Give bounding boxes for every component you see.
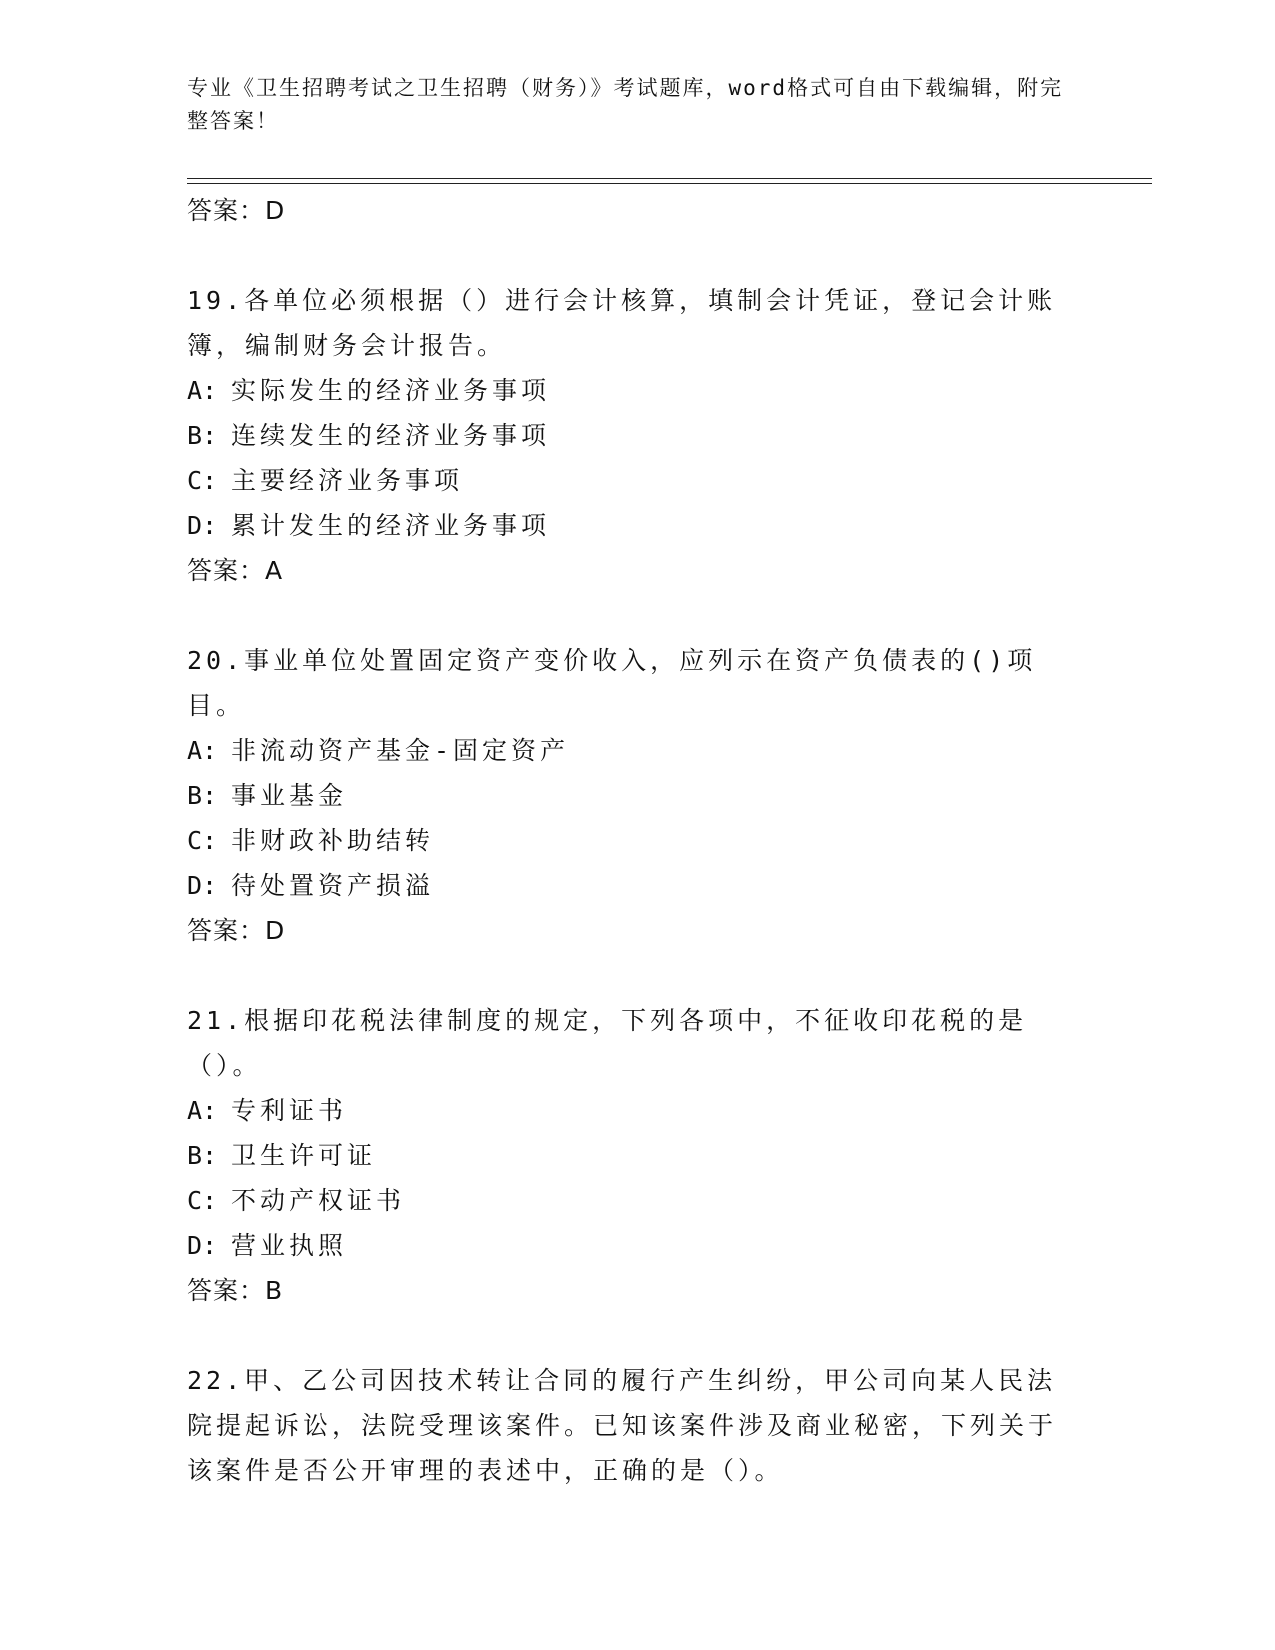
option-c <box>187 818 1087 863</box>
answer-value: B <box>265 1276 284 1305</box>
answer-line <box>187 548 1087 594</box>
question-text: 21.根据印花税法律制度的规定，下列各项中，不征收印花税的是（）。 <box>187 1006 1028 1080</box>
option-key: C: <box>187 466 218 495</box>
option-text: 营业执照 <box>231 1231 348 1260</box>
answer-label: 答案： <box>187 916 266 945</box>
answer-value: A <box>265 556 284 585</box>
option-text: 主要经济业务事项 <box>231 466 464 495</box>
answer-line <box>187 1268 1087 1314</box>
option-d <box>187 1223 1087 1268</box>
option-text: 连续发生的经济业务事项 <box>231 421 551 450</box>
option-text: 非流动资产基金-固定资产 <box>231 736 570 765</box>
option-text: 事业基金 <box>231 781 348 810</box>
option-text: 实际发生的经济业务事项 <box>231 376 551 405</box>
answer-line <box>187 908 1087 954</box>
option-key: B: <box>187 781 218 810</box>
option-key: B: <box>187 1141 218 1170</box>
option-b <box>187 1133 1087 1178</box>
header-divider <box>187 178 1152 179</box>
answer-value: D <box>265 916 286 945</box>
option-text: 待处置资产损溢 <box>231 871 435 900</box>
option-key: B: <box>187 421 218 450</box>
question-text: 20.事业单位处置固定资产变价收入，应列示在资产负债表的()项目。 <box>187 646 1037 720</box>
option-key: A: <box>187 1096 218 1125</box>
question-text: 22.甲、乙公司因技术转让合同的履行产生纠纷，甲公司向某人民法院提起诉讼，法院受理该案件。已知该案件涉及商业秘密，下列关于该案件是否公开审理的表述中，正确的是（）。 <box>187 1366 1058 1485</box>
option-text: 非财政补助结转 <box>231 826 435 855</box>
question-text: 19.各单位必须根据（）进行会计核算，填制会计凭证，登记会计账簿，编制财务会计报告。 <box>187 286 1057 360</box>
option-key: D: <box>187 871 218 900</box>
option-key: A: <box>187 376 218 405</box>
answer-label: 答案： <box>187 196 266 225</box>
option-c <box>187 458 1087 503</box>
answer-line <box>187 188 1087 234</box>
answer-value: D <box>265 196 286 225</box>
option-text: 卫生许可证 <box>231 1141 377 1170</box>
option-key: D: <box>187 511 218 540</box>
header-divider-second <box>187 183 1152 184</box>
answer-label: 答案： <box>187 556 266 585</box>
option-key: C: <box>187 826 218 855</box>
option-d <box>187 863 1087 908</box>
option-key: C: <box>187 1186 218 1215</box>
option-b <box>187 413 1087 458</box>
option-key: A: <box>187 736 218 765</box>
option-text: 专利证书 <box>231 1096 348 1125</box>
option-a <box>187 728 1087 773</box>
option-text: 不动产权证书 <box>231 1186 406 1215</box>
option-a <box>187 368 1087 413</box>
option-key: D: <box>187 1231 218 1260</box>
document-header: 专业《卫生招聘考试之卫生招聘（财务）》考试题库，word格式可自由下载编辑，附完整答案！ <box>187 76 1064 133</box>
option-a <box>187 1088 1087 1133</box>
option-d <box>187 503 1087 548</box>
answer-label: 答案： <box>187 1276 266 1305</box>
question-list <box>187 188 1087 1493</box>
option-text: 累计发生的经济业务事项 <box>231 511 551 540</box>
option-c <box>187 1178 1087 1223</box>
option-b <box>187 773 1087 818</box>
